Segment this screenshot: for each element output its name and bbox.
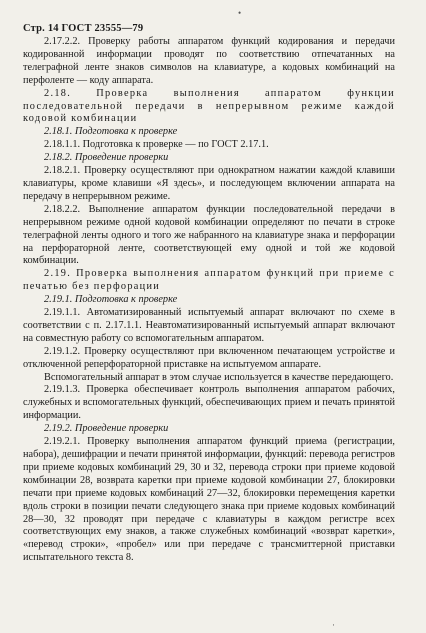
paragraph: 2.18.2.1. Проверку осуществляют при однократном нажатии каждой клавиши клавиатуры, кроме клавиши «Я здесь», и последующем включении аппарата на передачу в непрерывном режиме. — [23, 165, 395, 202]
paragraph: 2.19.1.2. Проверку осуществляют при включенном печатающем устройстве и отключенной реперфораторной приставке на испытуемом аппарате. — [23, 345, 395, 370]
paragraph: Вспомогательный аппарат в этом случае используется в качестве передающего. — [44, 371, 394, 383]
subsection-heading: 2.18.2. Проведение проверки — [44, 152, 169, 164]
section-heading: 2.19. Проверка выполнения аппаратом функций при приеме с печатью без перфорации — [23, 268, 395, 293]
paragraph: 2.18.1.1. Подготовка к проверке — по ГОСТ 2.17.1. — [44, 139, 269, 151]
subsection-heading: 2.18.1. Подготовка к проверке — [44, 126, 178, 138]
section-heading: 2.18. Проверка выполнения аппаратом функции последовательной передачи в непрерывном режиме каждой кодовой комбинации — [23, 87, 395, 125]
paragraph: 2.19.1.1. Автоматизированный испытуемый аппарат включают по схеме в соответствии с п. 2.17.1.1. Неавтоматизированный испытуемый аппарат включают на совместную работу со вспомогательным аппаратом. — [23, 307, 395, 344]
page-header: Стр. 14 ГОСТ 23555—79 — [23, 23, 144, 34]
subsection-heading: 2.19.2. Проведение проверки — [44, 423, 169, 435]
paragraph: 2.18.2.2. Выполнение аппаратом функции последовательной передачи в непрерывном режиме одной кодовой комбинации определяют по печати в строке телеграфной ленты одного и того же набранного на клавиатуре знака и перфорации на перфораторной ленте, соответствующей ему одной и той же кодовой комбинации. — [23, 203, 395, 267]
document-body — [23, 36, 395, 565]
paragraph: 2.17.2.2. Проверку работы аппаратом функций кодирования и передачи кодированной информации проводят по соответствию отпечатанных на телеграфной ленте знаков символов на клавиатуре, а кодовых комбинаций на перфоленте — коду аппарата. — [23, 36, 395, 86]
scan-mark: • — [238, 8, 242, 18]
subsection-heading: 2.19.1. Подготовка к проверке — [44, 294, 178, 306]
paragraph: 2.19.1.3. Проверка обеспечивает контроль выполнения аппаратом рабочих, служебных и вспомогательных функций, обеспечивающих прием и печать принятой информации. — [23, 384, 395, 422]
paragraph: 2.19.2.1. Проверку выполнения аппаратом функций приема (регистрации, набора), дешифрации и печати принятой информации, функций: перевода регистров при приеме кодовых комбинаций 29, 30 и 32, перевода строки при приеме кодовой комбинации 28, возврата каретки при приеме кодовой комбинации 27, блокировки печати при приеме кодовых комбинаций 27—32, блокировки перемещения каретки вдоль строки в позиции печати следующего знака при приеме кодовых комбинаций 28—30, 32 проводят при передаче с клавиатуры в каждом регистре всех соответствующих ему знаков, а также служебных комбинаций «возврат каретки», «перевод строки», «пробел» или при передаче с трансмиттерной приставки испытательного текста 8. — [23, 436, 395, 564]
scan-mark-bottom: · — [332, 620, 335, 630]
